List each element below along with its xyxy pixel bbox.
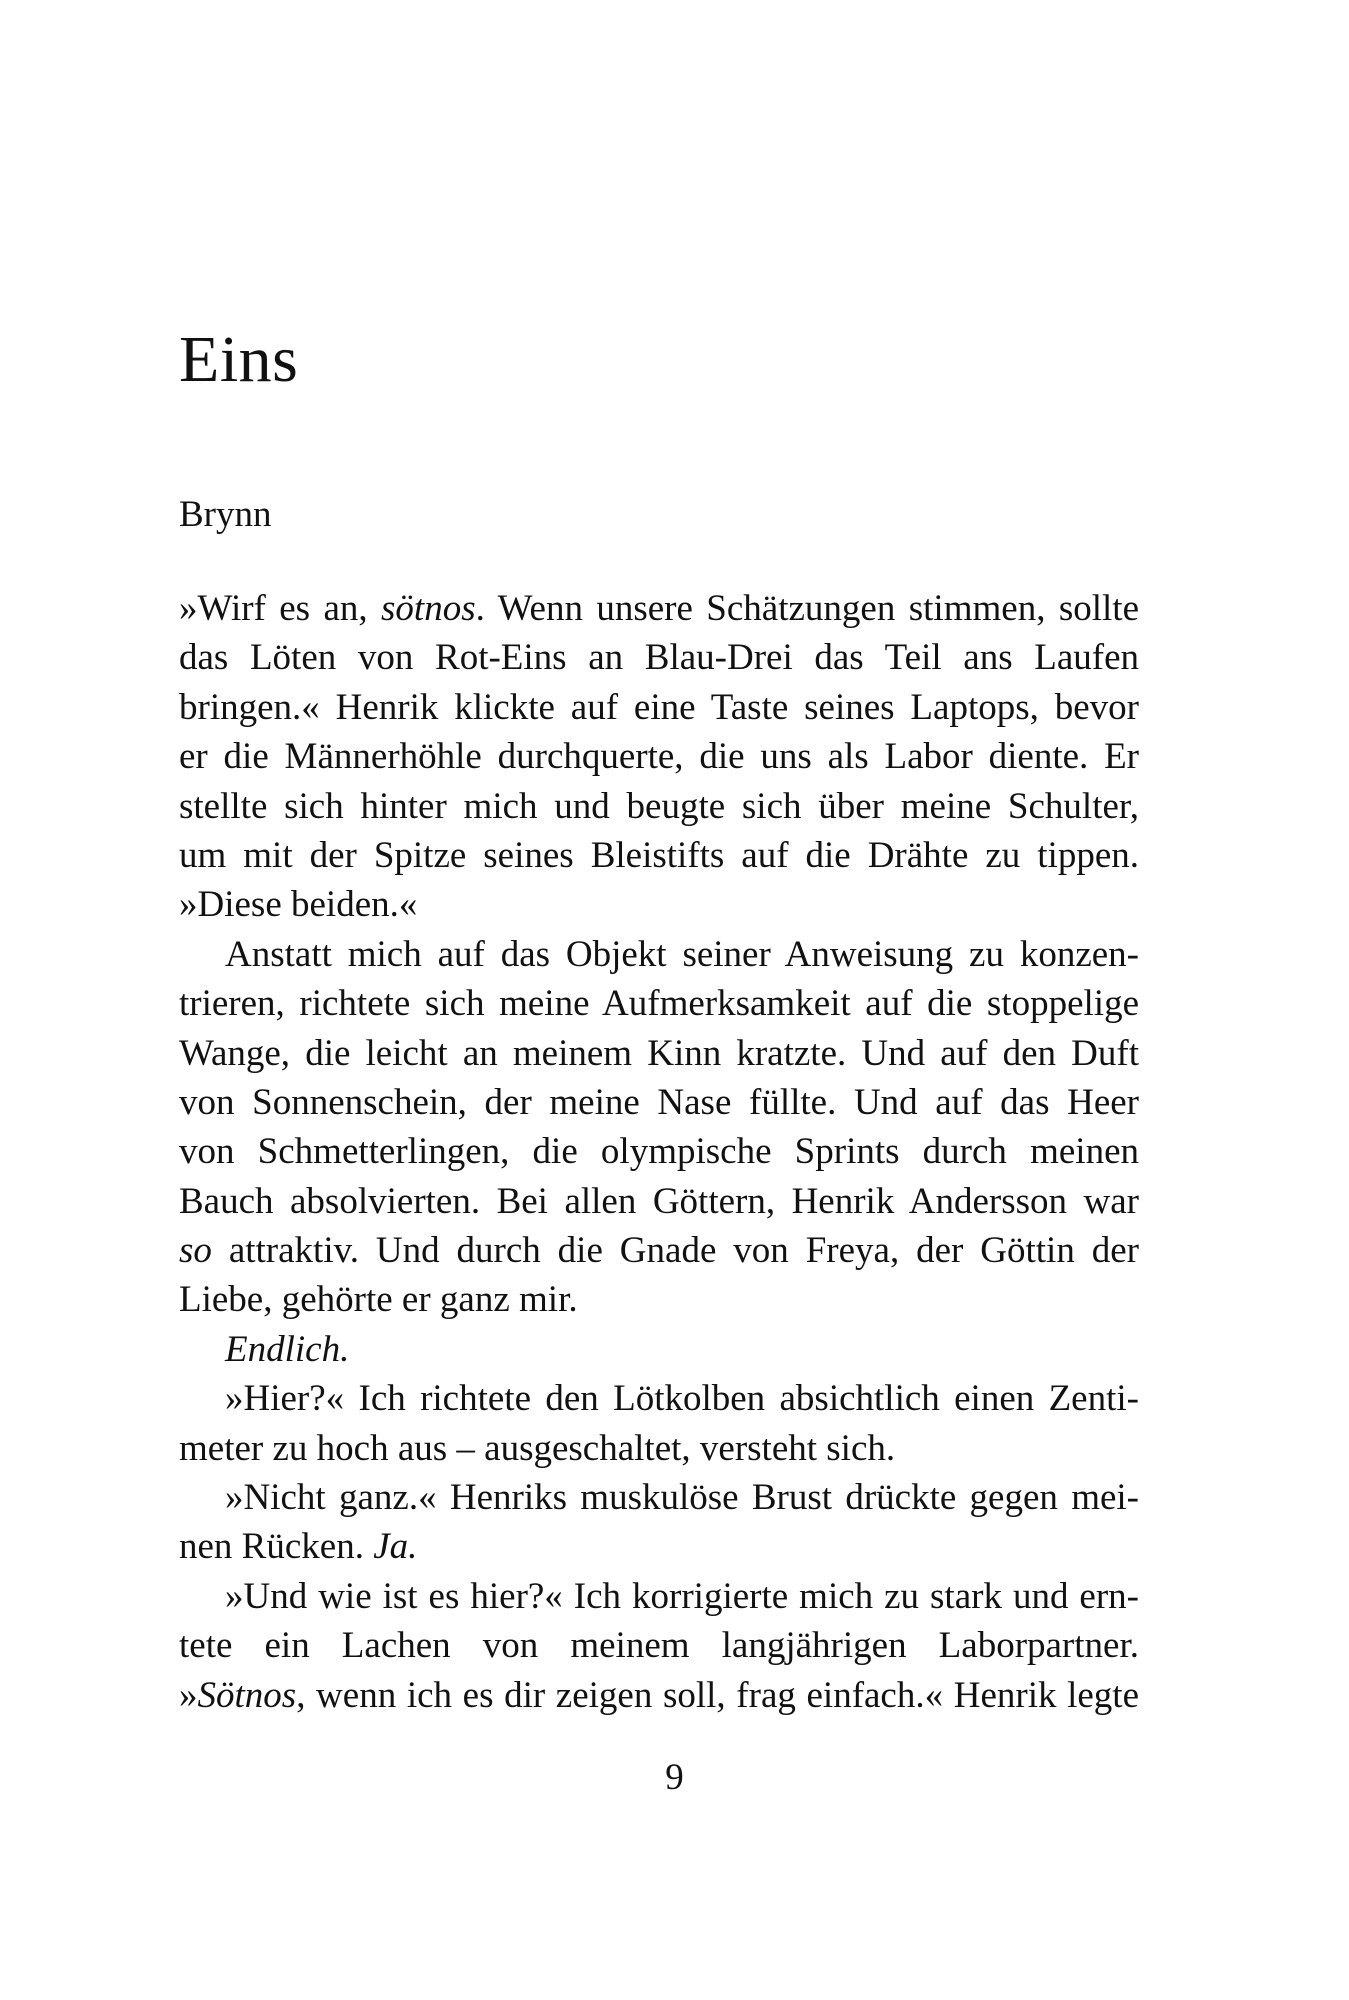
text-line [179, 1275, 1139, 1324]
text-line [179, 930, 1139, 979]
text-line [179, 1177, 1139, 1226]
text-span: »Nicht ganz.« Henriks muskulöse Brust drückte gegen mei- [225, 1477, 1139, 1519]
text-line [179, 1671, 1139, 1720]
italic-text: so [179, 1230, 212, 1272]
text-span: Anstatt mich auf das Objekt seiner Anweisung zu konzen- [225, 933, 1139, 975]
text-span: » [179, 1674, 198, 1716]
text-span: um mit der Spitze seines Bleistifts auf die Drähte zu tippen. [179, 834, 1139, 876]
text-line [179, 1226, 1139, 1275]
text-span: das Löten von Rot-Eins an Blau-Drei das Teil ans Laufen [179, 637, 1139, 679]
text-span: von Schmetterlingen, die olympische Sprints durch meinen [179, 1131, 1139, 1173]
text-span: »Wirf es an, [179, 588, 382, 629]
text-span: stellte sich hinter mich und beugte sich über meine Schulter, [179, 785, 1139, 827]
text-span: , wenn ich es dir zeigen soll, frag einfach.« Henrik legte [296, 1674, 1139, 1716]
text-span: Bauch absolvierten. Bei allen Göttern, Henrik Andersson war [179, 1180, 1139, 1222]
italic-text: Ja. [373, 1526, 418, 1568]
text-span: von Sonnenschein, der meine Nase füllte. Und auf das Heer [179, 1081, 1139, 1123]
text-span: nen Rücken. [179, 1526, 374, 1568]
text-line [179, 1127, 1139, 1176]
text-span: Liebe, gehörte er ganz mir. [179, 1279, 578, 1321]
text-line [179, 584, 1139, 633]
text-line [179, 732, 1139, 781]
text-line [179, 1029, 1139, 1078]
text-span: . Wenn unsere Schätzungen stimmen, sollte [475, 588, 1139, 629]
text-line [179, 633, 1139, 682]
chapter-title: Eins [179, 323, 299, 396]
text-line [179, 1621, 1139, 1670]
text-line [179, 880, 1139, 929]
text-line [179, 1473, 1139, 1522]
text-span: trieren, richtete sich meine Aufmerksamkeit auf die stoppelige [179, 983, 1139, 1025]
body-text [179, 584, 1139, 1720]
text-span: »Hier?« Ich richtete den Lötkolben absichtlich einen Zenti- [225, 1378, 1139, 1420]
text-span: »Diese beiden.« [179, 884, 418, 926]
italic-text: Endlich. [225, 1328, 350, 1370]
italic-text: Sötnos [197, 1674, 297, 1716]
text-span: tete ein Lachen von meinem langjährigen Laborpartner. [179, 1625, 1139, 1667]
text-span: »Und wie ist es hier?« Ich korrigierte mich zu stark und ern- [225, 1575, 1139, 1617]
text-span: Wange, die leicht an meinem Kinn kratzte. Und auf den Duft [179, 1032, 1139, 1074]
text-line [179, 1374, 1139, 1423]
text-line [179, 831, 1139, 880]
italic-text: sötnos [381, 588, 476, 629]
text-line [179, 979, 1139, 1028]
text-line [179, 1522, 1139, 1571]
text-span: meter zu hoch aus – ausgeschaltet, versteht sich. [179, 1427, 896, 1469]
text-line [179, 1424, 1139, 1473]
text-line [179, 1078, 1139, 1127]
text-span: bringen.« Henrik klickte auf eine Taste seines Laptops, bevor [179, 686, 1139, 728]
text-span: attraktiv. Und durch die Gnade von Freya, der Göttin der [211, 1230, 1139, 1272]
page-number: 9 [665, 1757, 684, 1798]
chapter-pov-heading: Brynn [179, 494, 272, 535]
text-line [179, 1325, 1139, 1374]
text-line [179, 683, 1139, 732]
text-line [179, 1572, 1139, 1621]
text-line [179, 782, 1139, 831]
text-span: er die Männerhöhle durchquerte, die uns als Labor diente. Er [179, 736, 1139, 778]
